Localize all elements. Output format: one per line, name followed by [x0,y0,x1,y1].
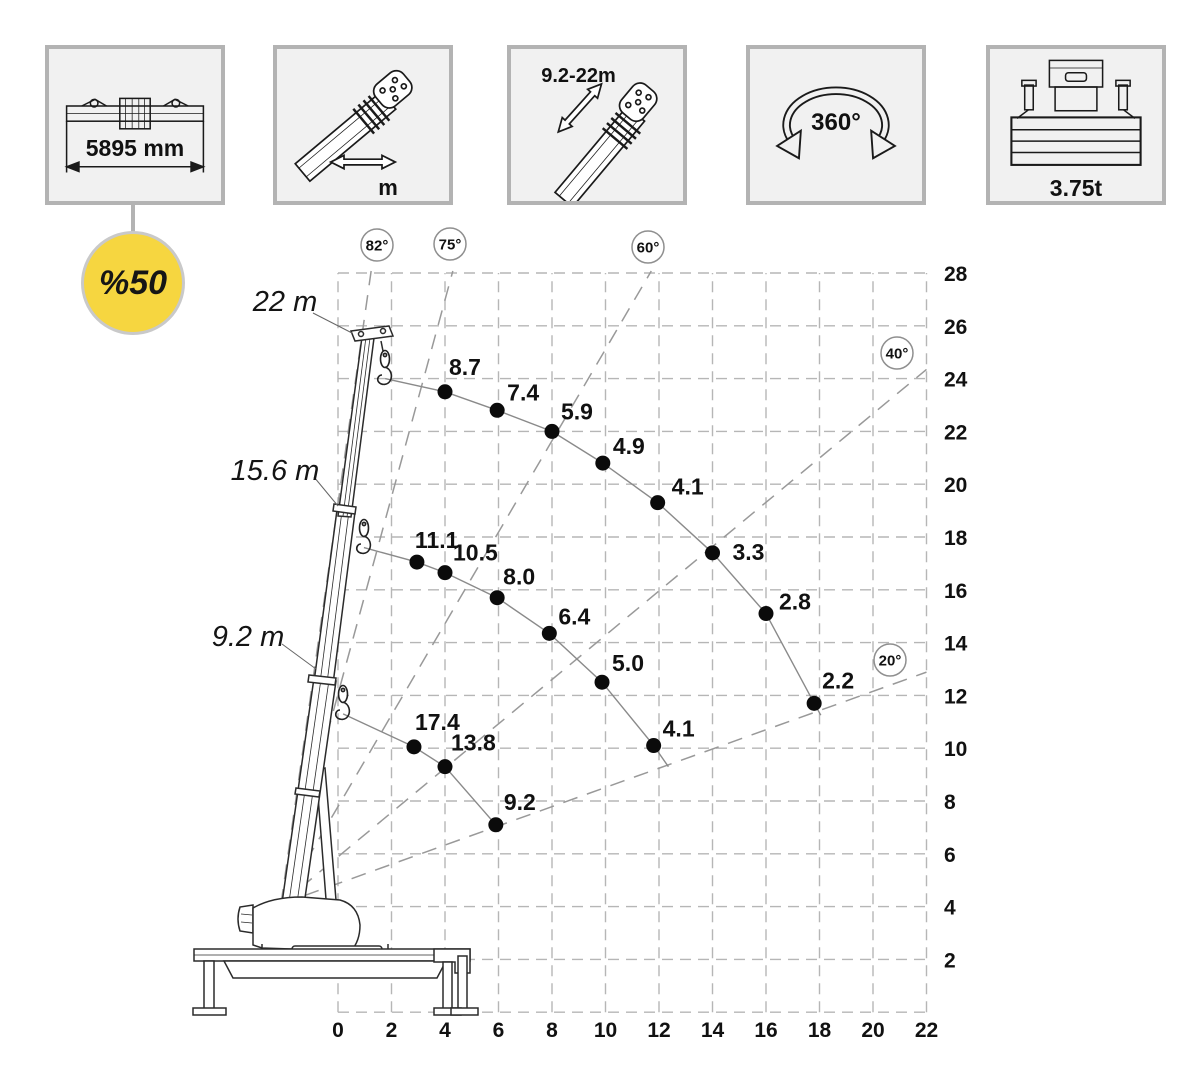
y-axis-labels [944,263,968,972]
svg-text:18: 18 [944,527,968,550]
capacity-label: 9.2 [503,788,536,815]
svg-text:14: 14 [700,1019,725,1042]
spec-box-rotation [746,45,926,205]
boom-length-label: 9.2 m [211,621,285,653]
load-point [759,606,774,621]
capacity-label: 3.3 [732,538,765,565]
angle-badge-label: 20° [878,652,902,670]
load-point [650,495,665,510]
load-point [595,675,610,690]
angle-ray-20 [281,672,927,904]
boom-length-label: 15.6 m [230,455,320,487]
svg-text:12: 12 [647,1019,671,1042]
x-axis-labels [332,1019,938,1042]
capacity-label: 10.5 [453,539,498,566]
capacity-label: 2.8 [779,588,811,615]
outrigger-span-label: 5895 mm [85,135,185,161]
load-point [542,626,557,641]
capacity-label: 11.1 [414,527,459,554]
load-point [488,817,503,832]
capacity-50-percent-badge: %50 [81,231,185,335]
load-point [595,456,610,471]
load-point [705,545,720,560]
capacity-label: 5.0 [612,650,645,677]
svg-text:20: 20 [944,474,968,498]
load-point [490,403,505,418]
svg-text:24: 24 [944,368,968,392]
svg-text:0: 0 [332,1019,344,1042]
chart-grid [338,273,927,1012]
capacity-label: 4.1 [671,473,704,500]
crane-illustration [193,326,478,1015]
spec-box-outrigger-footprint [45,45,225,205]
boom-length-label: 22 m [252,286,318,318]
capacity-label: 8.7 [449,353,481,380]
svg-text:6: 6 [492,1019,505,1042]
capacity-label: 6.4 [558,603,591,630]
load-point [646,738,661,753]
capacity-label: 4.1 [662,715,695,742]
angle-badge-label: 40° [885,345,909,363]
load-points-22m [438,354,855,711]
boom-length-range-label: 9.2-22m [541,65,616,87]
load-point [807,696,822,711]
angle-badge-label: 82° [365,237,389,255]
load-point [438,384,453,399]
capacity-label: 4.9 [612,433,645,460]
load-point [438,759,453,774]
svg-text:6: 6 [944,843,956,867]
capacity-label: 13.8 [451,729,496,756]
svg-text:12: 12 [944,685,968,709]
capacity-label: 17.4 [414,708,460,735]
svg-text:10: 10 [593,1019,618,1042]
load-point [406,739,421,754]
counterweight-label: 3.75t [1049,175,1103,201]
capacity-label: 8.0 [503,563,536,590]
capacity-label: 5.9 [561,398,593,425]
capacity-label: 2.2 [822,667,855,694]
svg-text:20: 20 [861,1019,885,1042]
spec-box-boom-length-range [507,45,687,205]
svg-text:4: 4 [944,896,956,920]
load-point [409,555,424,570]
svg-text:14: 14 [944,632,968,656]
svg-text:28: 28 [944,263,968,286]
load-point [545,424,560,439]
svg-text:22: 22 [944,421,968,445]
angle-badge-label: 75° [438,236,462,254]
svg-text:10: 10 [944,738,968,762]
svg-text:8: 8 [546,1019,558,1042]
load-points-9.2m [406,709,535,832]
spec-box-counterweight [986,45,1166,205]
capacity-label: 7.4 [507,379,540,406]
svg-text:16: 16 [754,1019,778,1042]
angle-ray-40 [281,369,927,904]
boom-radius-label: m [378,175,398,200]
angle-badge-label: 60° [636,239,660,257]
svg-text:2: 2 [944,949,956,973]
rotation-label: 360° [811,109,861,136]
spec-box-boom-radius [273,45,453,205]
svg-text:8: 8 [944,791,956,814]
svg-text:16: 16 [944,579,968,603]
outrigger-footprint-icon [49,49,221,201]
svg-text:18: 18 [807,1019,832,1042]
boom-angle-rays [281,271,927,904]
svg-text:26: 26 [944,315,968,339]
load-point [490,590,505,605]
svg-text:4: 4 [439,1019,451,1042]
svg-text:22: 22 [914,1019,939,1042]
svg-text:2: 2 [385,1019,398,1042]
load-point [438,565,453,580]
